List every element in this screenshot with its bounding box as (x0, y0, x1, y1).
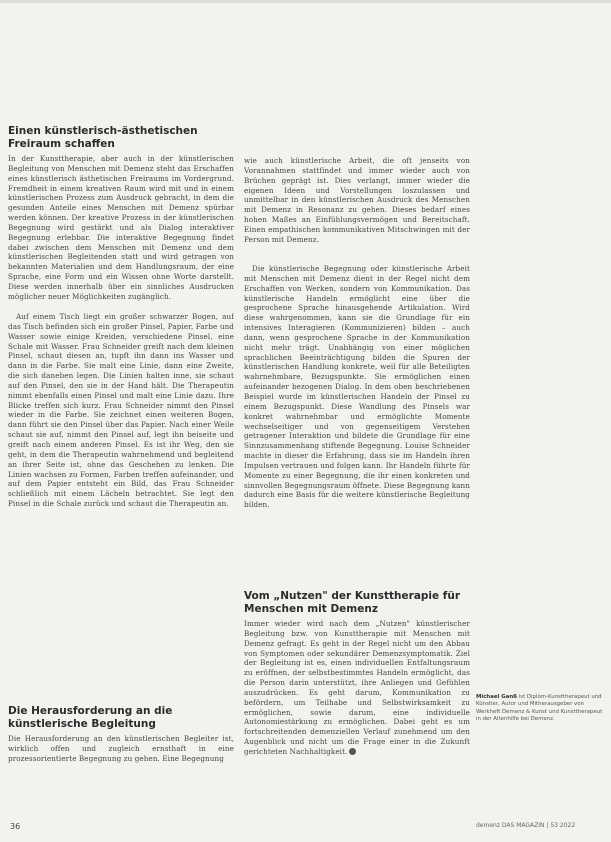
section-heading: Einen künstlerisch-ästhetischen Freiraum schaffen (8, 125, 198, 150)
left-column (8, 125, 234, 764)
body-text: Immer wieder wird nach dem „Nutzen" künstlerischer Begleitung bzw. von Kunsttherapie mit Menschen mit Demenz gefragt. Es geht in der Regel nicht um den Abbau von Symptomen oder sekundärer Demenzsymptomatik. Ziel der Begleitung ist es, einen individuellen Entfaltungsraum zu eröffnen, der selbstbestimmtes Handeln ermöglicht, das die Person darin unterstützt, ihre Anliegen und Gefühlen auszudrücken. Es geht darum, Kommunikation zu befördern, um Teilhabe und Selbstwirksamkeit zu ermöglichen, sowie darum, eine individuelle Autonomiestärkung zu ermöglichen. Dabei geht es um fortschreitenden demenziellen Verlauf zunehmend um den Augenblick und nicht um die Frage einer in die Zukunft gerichteten Nachhaltigkeit. (244, 619, 470, 756)
body-paragraph: Auf einem Tisch liegt ein großer schwarzer Bogen, auf das Tisch befinden sich ein großer Pinsel, Papier, Farbe und Wasser sowie einige Kreiden, verschiedene Pinsel, eine Schale mit Wasser. Frau Schneider greift nach dem kleinen Pinsel, schaut diesen an, tupft ihn dann ins Wasser und dann in die Farbe. Sie malt eine Linie, dann eine Zweite, die sich daneben legen. Die Linien halten inne, sie schaut auf den Pinsel, den sie in der Hand hält. Die Therapeutin nimmt ebenfalls einen Pinsel und malt eine Linie dazu. Ihre Blicke treffen sich kurz. Frau Schneider nimmt den Pinsel wieder in die Farbe. Sie zeichnet einen weiteren Bogen, dann führt sie den Pinsel über das Papier. Nach einer Weile schaut sie auf, nimmt den Pinsel auf, legt ihn beiseite und greift nach einem anderen Pinsel. Es ist ihr Weg, den sie geht, in dem die Therapeutin wahrnehmend und begleitend an ihrer Seite ist, ohne das Geschehen zu lenken. Die Linien wachsen zu Formen, Farben treffen aufeinander, und auf dem Papier entsteht ein Bild, das Frau Schneider schließlich mit einem Lächeln betrachtet. Sie legt den Pinsel in die Schale zurück und schaut die Therapeutin an. (8, 312, 234, 509)
section-heading: Vom „Nutzen" der Kunsttherapie für Menschen mit Demenz (244, 590, 461, 615)
issue-info: demenz DAS MAGAZIN | 53 2022 (476, 822, 576, 829)
end-mark-icon (349, 748, 356, 755)
author-box (476, 694, 606, 724)
body-paragraph: Die künstlerische Begegnung oder künstlerische Arbeit mit Menschen mit Demenz dient in der Regel nicht dem Erschaffen von Werken, sondern von Kommunikation. Das künstlerische Handeln ermöglicht eine über die gesprochene Sprache hinausgehende Artikulation. Wird diese wahrgenommen, kann sie die Grundlage für ein intensives Interagieren (Kommunizieren) bilden – auch dann, wenn gesprochene Sprache in der Kommunikation nicht mehr trägt. Unabhängig von einer möglichen sprachlichen Beeinträchtigung bilden die Spuren der künstlerischen Handlung konkrete, weil für alle Beteiligten wahrnehmbare, Bezugspunkte. Sie ermöglichen einen aufeinander bezogenen Dialog. In dem oben beschriebenen Beispiel wurde im künstlerischen Handeln der Pinsel zu einem Bezugspunkt. Diese Wandlung des Pinsels war konkret wahrnehmbar und ermöglichte Momente wechselseitiger und von gegenseitigem Verstehen getragener Interaktion und bildete die Grundlage für eine Sinnzusammenhang stiftende Begegnung. Louise Schneider machte in dieser die Erfahrung, dass sie im Handeln ihren Impulsen vertrauen und folgen kann. Ihr Handeln führte für Momente zu einer Begegnung, die ihr einen konkreten und sinnvollen Begegnungsraum öffnete. Diese Begegnung kann dadurch eine Basis für die weitere künstlerische Begleitung bilden. (244, 264, 470, 510)
body-paragraph (244, 619, 470, 811)
page-number: 36 (10, 822, 21, 831)
right-column (244, 146, 470, 811)
section-heading: Die Herausforderung an die künstlerische Begleitung (8, 705, 173, 730)
author-bio: ist Diplom-Kunsttherapeut und Künstler, Autor und Mitherausgeber von Werkheft Demenz & Kunst und Kunsttherapeut in der Altenhilfe bei Demenz. (476, 694, 603, 723)
page-edge (0, 0, 611, 3)
body-paragraph: wie auch künstlerische Arbeit, die oft jenseits von Vorannahmen stattfindet und immer wieder auch von Brüchen geprägt ist. Dies verlangt, immer wieder die eigenen Ideen und Vorstellungen loszulassen und unmittelbar in den künstlerischen Ausdruck des Menschen mit Demenz in Resonanz zu gehen. Dieses bedarf eines hohen Maßes an Einfühlungsvermögen und Bereitschaft. Einen empathischen kommunikativen Mitschwingen mit der Person mit Demenz. (244, 156, 470, 244)
body-paragraph: In der Kunsttherapie, aber auch in der künstlerischen Begleitung von Menschen mit Demenz steht das Erschaffen eines künstlerisch ästhetischen Freiraums im Vordergrund. Fremdheit in einem kreativen Raum wird mit und in einem künstlerischen Prozess zum Ausdruck gebracht, in dem die gesunden Anteile eines Menschen mit Demenz spürbar werden können. Der kreative Prozess in der künstlerischen Begegnung wird gestärkt und als Dialog interaktiver Begegnung erlebbar. Die interaktive Begegnung findet dabei zwischen dem Menschen mit Demenz und dem künstlerischen Begleitenden statt und wird getragen von bekannten Materialien und dem Handlungsraum, der eine Sprache, eine Form und ein Wissen ohne Worte darstellt. Diese werden innerhalb über ein sinnliches Ausdrucken möglicher neuer Möglichkeiten zugänglich. (8, 154, 234, 301)
author-name: Michael Ganß (476, 694, 518, 700)
body-paragraph: Die Herausforderung an den künstlerischen Begleiter ist, wirklich offen und zugleich ernsthaft in eine prozessorientierte Begegnung zu gehen. Eine Begegnung (8, 734, 234, 763)
